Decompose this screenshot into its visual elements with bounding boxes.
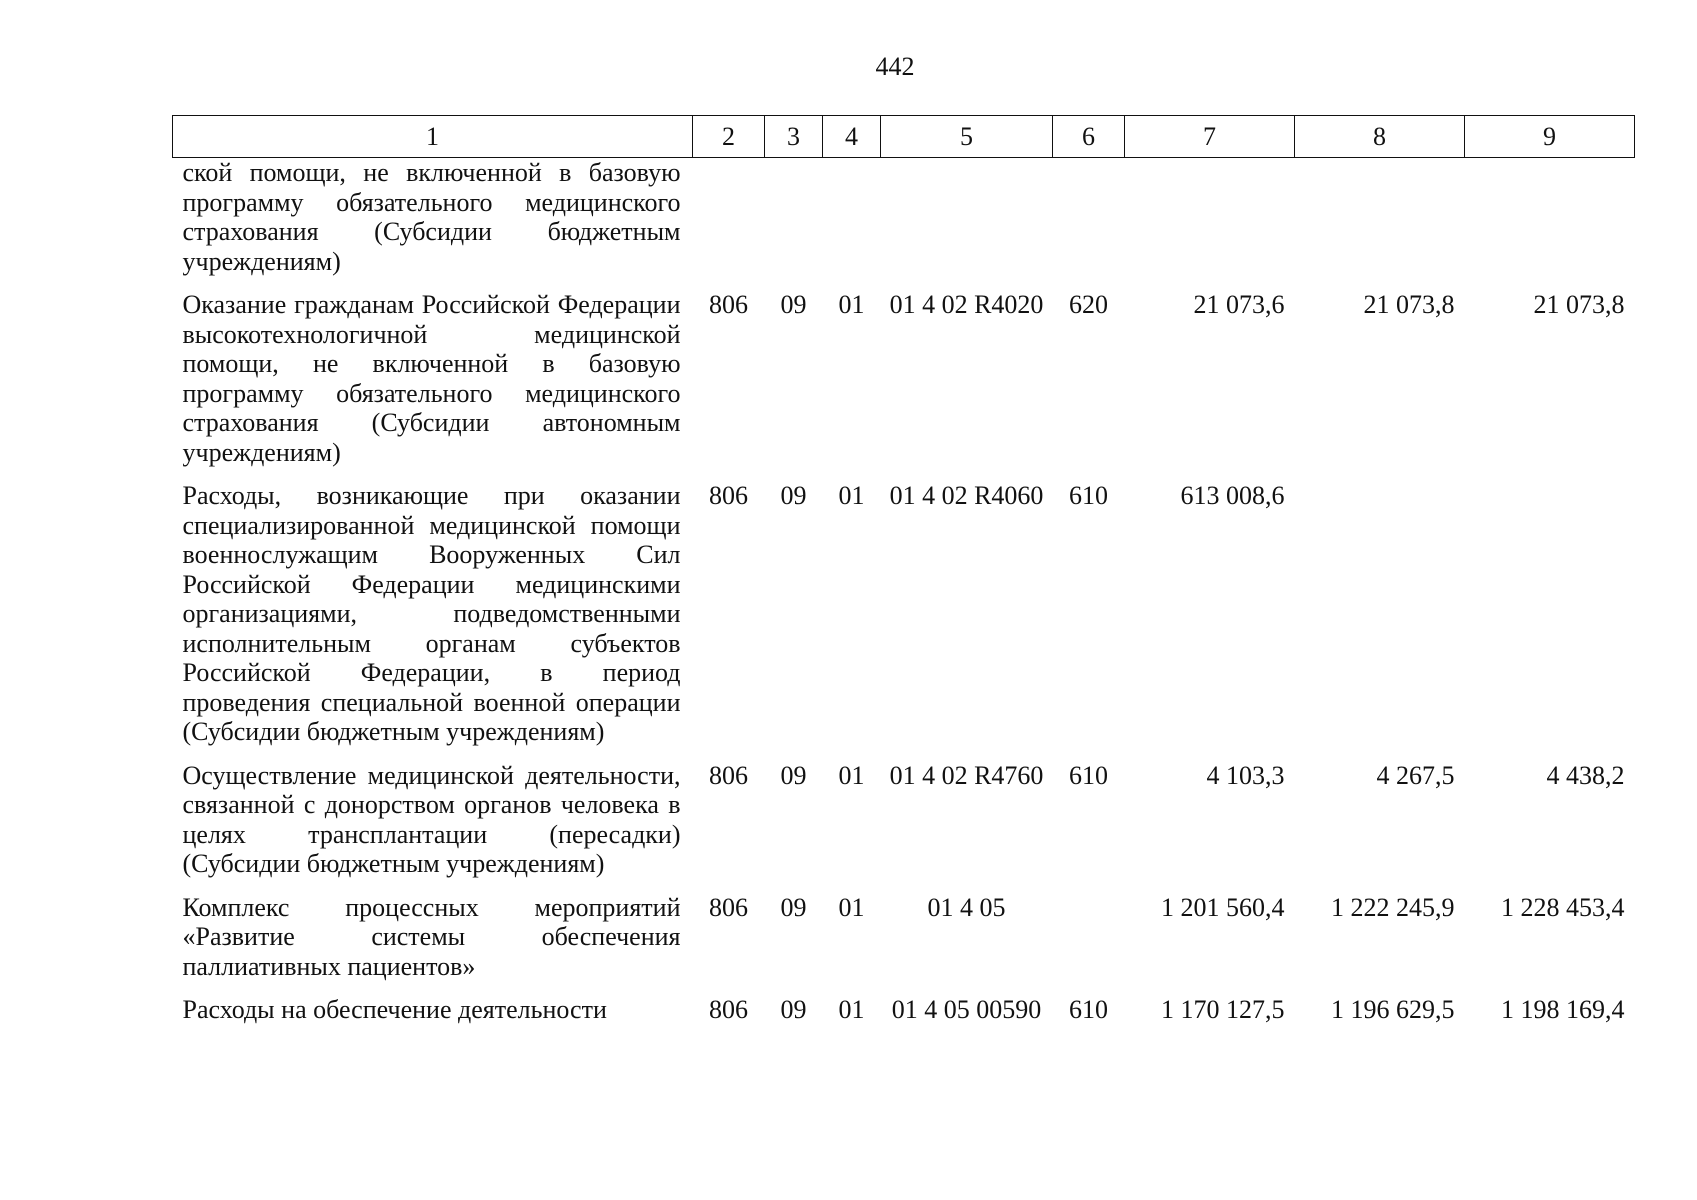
row-code-col2: 806 bbox=[709, 995, 748, 1024]
row-code-col6: 610 bbox=[1069, 995, 1108, 1024]
row-code-col5: 01 4 05 00590 bbox=[891, 995, 1042, 1024]
column-header-8: 8 bbox=[1295, 116, 1465, 158]
row-amount-col9: 1 198 169,4 bbox=[1501, 995, 1625, 1024]
table-row bbox=[173, 759, 1635, 891]
row-code-col2: 806 bbox=[709, 760, 748, 790]
table-row bbox=[173, 993, 1635, 1037]
table-row bbox=[173, 158, 1635, 289]
column-header-7: 7 bbox=[1125, 116, 1295, 158]
row-code-col3: 09 bbox=[780, 481, 807, 510]
row-amount-col9 bbox=[1465, 158, 1635, 289]
row-code-col2 bbox=[693, 158, 765, 289]
row-amount-col9: 1 228 453,4 bbox=[1501, 892, 1625, 922]
row-code-col2: 806 bbox=[709, 481, 748, 510]
row-description: ской помощи, не включенной в базовую программу обязательного медицинского страхования (Субсидии бюджетным учреждениям) bbox=[182, 158, 681, 276]
row-amount-col7: 1 201 560,4 bbox=[1161, 892, 1285, 922]
row-amount-col7: 4 103,3 bbox=[1206, 760, 1285, 790]
table-row bbox=[173, 288, 1635, 479]
row-amount-col8: 4 267,5 bbox=[1376, 760, 1455, 790]
row-code-col4: 01 bbox=[838, 995, 865, 1024]
column-header-2: 2 bbox=[693, 116, 765, 158]
row-code-col5 bbox=[881, 158, 1053, 289]
row-code-col5: 01 4 02 R4020 bbox=[889, 290, 1044, 319]
row-code-col2: 806 bbox=[709, 892, 748, 922]
row-code-col3: 09 bbox=[780, 995, 807, 1024]
row-code-col2: 806 bbox=[709, 290, 748, 319]
row-code-col6: 610 bbox=[1069, 760, 1108, 790]
table-row bbox=[173, 479, 1635, 759]
row-amount-col8: 1 196 629,5 bbox=[1331, 995, 1455, 1024]
row-amount-col8: 1 222 245,9 bbox=[1331, 892, 1455, 922]
row-description: Комплекс процессных мероприятий «Развитие системы обеспечения паллиативных пациентов» bbox=[182, 892, 681, 981]
row-description: Расходы, возникающие при оказании специализированной медицинской помощи военнослужащим Вооруженных Сил Российской Федерации медицинскими организациями, подведомственными исполнительным органам субъектов Российской Федерации, в период проведения специальной военной операции (Субсидии бюджетным учреждениям) bbox=[182, 481, 681, 746]
table-header-row bbox=[173, 116, 1635, 158]
row-amount-col9 bbox=[1465, 479, 1635, 759]
table-row bbox=[173, 891, 1635, 994]
row-amount-col7: 21 073,6 bbox=[1193, 290, 1285, 319]
row-code-col5: 01 4 02 R4060 bbox=[889, 481, 1044, 510]
row-code-col4: 01 bbox=[838, 760, 865, 790]
row-code-col4: 01 bbox=[838, 290, 865, 319]
page-number: 442 bbox=[875, 52, 915, 81]
row-code-col6 bbox=[1053, 158, 1125, 289]
row-amount-col7 bbox=[1125, 158, 1295, 289]
row-code-col6 bbox=[1053, 891, 1125, 994]
budget-table bbox=[172, 115, 1635, 1037]
row-amount-col8 bbox=[1295, 479, 1465, 759]
column-header-6: 6 bbox=[1053, 116, 1125, 158]
row-code-col6: 610 bbox=[1069, 481, 1108, 510]
row-amount-col9: 21 073,8 bbox=[1533, 290, 1625, 319]
column-header-4: 4 bbox=[823, 116, 881, 158]
row-amount-col9: 4 438,2 bbox=[1546, 760, 1625, 790]
row-code-col6: 620 bbox=[1069, 290, 1108, 319]
row-code-col3: 09 bbox=[780, 290, 807, 319]
row-code-col4: 01 bbox=[838, 481, 865, 510]
row-code-col5: 01 4 05 bbox=[927, 892, 1006, 922]
row-amount-col8 bbox=[1295, 158, 1465, 289]
column-header-1: 1 bbox=[173, 116, 693, 158]
row-amount-col7: 613 008,6 bbox=[1180, 481, 1285, 510]
column-header-9: 9 bbox=[1465, 116, 1635, 158]
column-header-3: 3 bbox=[765, 116, 823, 158]
row-code-col3: 09 bbox=[780, 892, 807, 922]
row-code-col3 bbox=[765, 158, 823, 289]
row-code-col5: 01 4 02 R4760 bbox=[889, 760, 1044, 790]
row-amount-col7: 1 170 127,5 bbox=[1161, 995, 1285, 1024]
row-amount-col8: 21 073,8 bbox=[1363, 290, 1455, 319]
row-description: Оказание гражданам Российской Федерации высокотехнологичной медицинской помощи, не включенной в базовую программу обязательного медицинского страхования (Субсидии автономным учреждениям) bbox=[182, 290, 681, 467]
row-description: Осуществление медицинской деятельности, связанной с донорством органов человека в целях трансплантации (пересадки) (Субсидии бюджетным учреждениям) bbox=[182, 760, 681, 878]
row-code-col3: 09 bbox=[780, 760, 807, 790]
column-header-5: 5 bbox=[881, 116, 1053, 158]
row-code-col4: 01 bbox=[838, 892, 865, 922]
row-description: Расходы на обеспечение деятельности bbox=[182, 995, 607, 1024]
row-code-col4 bbox=[823, 158, 881, 289]
